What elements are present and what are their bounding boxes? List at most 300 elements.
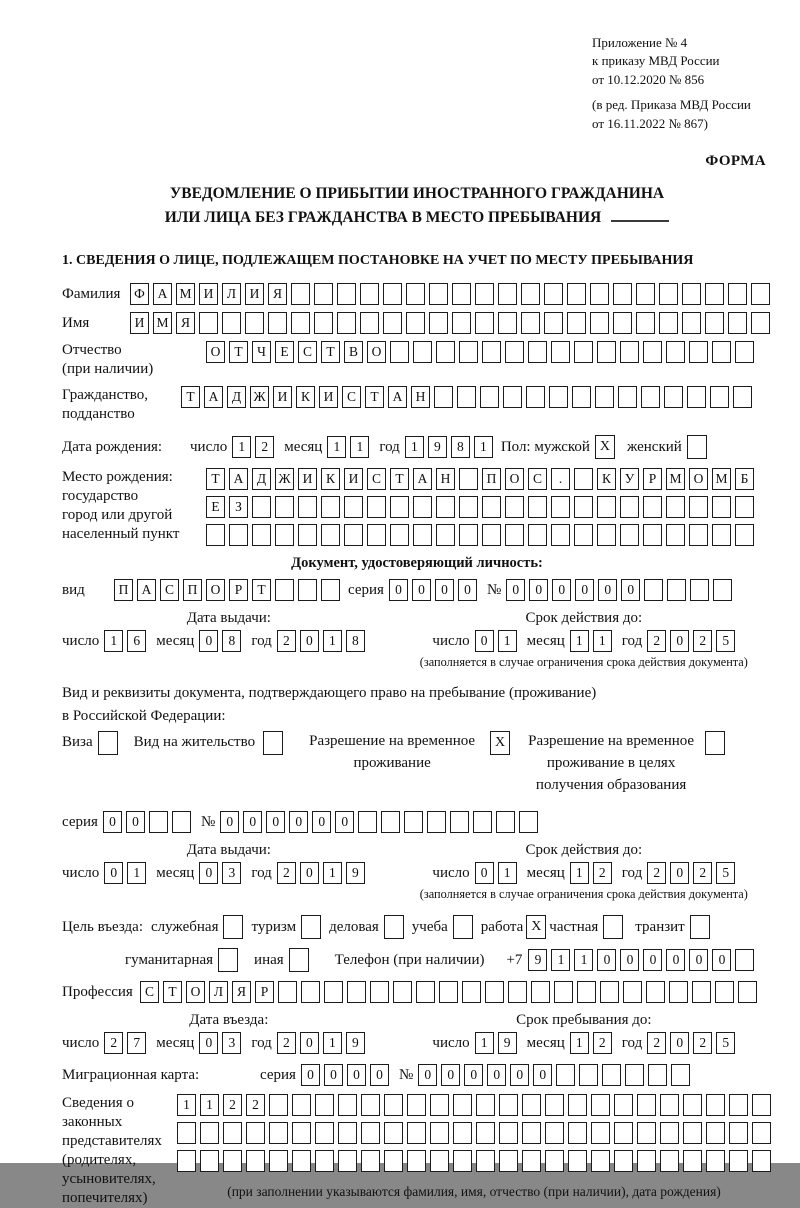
form-cell[interactable]: [574, 341, 593, 363]
form-cell[interactable]: .: [551, 468, 570, 490]
form-cell[interactable]: 0: [104, 862, 123, 884]
form-cell[interactable]: 0: [487, 1064, 506, 1086]
purpose-tourism-checkbox[interactable]: [301, 915, 321, 939]
form-cell[interactable]: [177, 1150, 196, 1172]
form-cell[interactable]: 0: [335, 811, 354, 833]
form-cell[interactable]: 0: [529, 579, 548, 601]
form-cell[interactable]: 2: [693, 1032, 712, 1054]
form-cell[interactable]: А: [229, 468, 248, 490]
form-cell[interactable]: 0: [347, 1064, 366, 1086]
form-cell[interactable]: [508, 981, 527, 1003]
form-cell[interactable]: [687, 386, 706, 408]
purpose-humanitarian-checkbox[interactable]: [218, 948, 238, 972]
form-cell[interactable]: Е: [275, 341, 294, 363]
form-cell[interactable]: [476, 1122, 495, 1144]
form-cell[interactable]: [689, 496, 708, 518]
form-cell[interactable]: [623, 981, 642, 1003]
form-cell[interactable]: 0: [506, 579, 525, 601]
form-cell[interactable]: [505, 496, 524, 518]
form-cell[interactable]: [666, 496, 685, 518]
form-cell[interactable]: [614, 1122, 633, 1144]
form-cell[interactable]: 2: [593, 1032, 612, 1054]
form-cell[interactable]: [521, 283, 540, 305]
form-cell[interactable]: Т: [321, 341, 340, 363]
form-cell[interactable]: [498, 283, 517, 305]
form-cell[interactable]: 2: [277, 1032, 296, 1054]
form-cell[interactable]: [706, 1150, 725, 1172]
form-cell[interactable]: [223, 1122, 242, 1144]
form-cell[interactable]: [315, 1122, 334, 1144]
form-cell[interactable]: 0: [597, 949, 616, 971]
form-cell[interactable]: Т: [365, 386, 384, 408]
form-cell[interactable]: М: [176, 283, 195, 305]
form-cell[interactable]: 2: [277, 862, 296, 884]
form-cell[interactable]: 0: [199, 862, 218, 884]
form-cell[interactable]: 5: [716, 1032, 735, 1054]
form-cell[interactable]: 2: [647, 630, 666, 652]
form-cell[interactable]: [751, 312, 770, 334]
form-cell[interactable]: [519, 811, 538, 833]
form-cell[interactable]: [551, 524, 570, 546]
form-cell[interactable]: К: [296, 386, 315, 408]
form-cell[interactable]: С: [342, 386, 361, 408]
form-cell[interactable]: 0: [689, 949, 708, 971]
form-cell[interactable]: [268, 312, 287, 334]
form-cell[interactable]: Т: [206, 468, 225, 490]
form-cell[interactable]: У: [620, 468, 639, 490]
form-cell[interactable]: [682, 312, 701, 334]
form-cell[interactable]: [664, 386, 683, 408]
form-cell[interactable]: [361, 1150, 380, 1172]
form-cell[interactable]: [637, 1122, 656, 1144]
form-cell[interactable]: [275, 579, 294, 601]
form-cell[interactable]: [556, 1064, 575, 1086]
form-cell[interactable]: [712, 341, 731, 363]
form-cell[interactable]: [600, 981, 619, 1003]
form-cell[interactable]: [690, 579, 709, 601]
form-cell[interactable]: [381, 811, 400, 833]
visa-checkbox[interactable]: [98, 731, 118, 755]
form-cell[interactable]: [314, 312, 333, 334]
form-cell[interactable]: [551, 496, 570, 518]
form-cell[interactable]: 0: [670, 862, 689, 884]
form-cell[interactable]: [390, 496, 409, 518]
form-cell[interactable]: [568, 1094, 587, 1116]
form-cell[interactable]: [574, 524, 593, 546]
form-cell[interactable]: 1: [323, 630, 342, 652]
form-cell[interactable]: [450, 811, 469, 833]
form-cell[interactable]: [526, 386, 545, 408]
form-cell[interactable]: С: [140, 981, 159, 1003]
form-cell[interactable]: 1: [570, 862, 589, 884]
form-cell[interactable]: 0: [475, 862, 494, 884]
form-cell[interactable]: 0: [670, 630, 689, 652]
form-cell[interactable]: 1: [232, 436, 251, 458]
form-cell[interactable]: [666, 341, 685, 363]
form-cell[interactable]: [459, 341, 478, 363]
form-cell[interactable]: 0: [324, 1064, 343, 1086]
form-cell[interactable]: Т: [229, 341, 248, 363]
form-cell[interactable]: 0: [301, 1064, 320, 1086]
form-cell[interactable]: [452, 283, 471, 305]
form-cell[interactable]: 2: [693, 630, 712, 652]
form-cell[interactable]: [496, 811, 515, 833]
form-cell[interactable]: А: [204, 386, 223, 408]
form-cell[interactable]: Р: [255, 981, 274, 1003]
form-cell[interactable]: [482, 524, 501, 546]
form-cell[interactable]: 0: [670, 1032, 689, 1054]
form-cell[interactable]: Р: [643, 468, 662, 490]
form-cell[interactable]: [301, 981, 320, 1003]
form-cell[interactable]: [206, 524, 225, 546]
form-cell[interactable]: [245, 312, 264, 334]
form-cell[interactable]: 0: [510, 1064, 529, 1086]
form-cell[interactable]: [667, 579, 686, 601]
form-cell[interactable]: 1: [323, 1032, 342, 1054]
form-cell[interactable]: П: [114, 579, 133, 601]
form-cell[interactable]: 0: [266, 811, 285, 833]
form-cell[interactable]: [683, 1094, 702, 1116]
form-cell[interactable]: [710, 386, 729, 408]
form-cell[interactable]: 6: [127, 630, 146, 652]
form-cell[interactable]: [453, 1122, 472, 1144]
form-cell[interactable]: 3: [222, 862, 241, 884]
form-cell[interactable]: 0: [441, 1064, 460, 1086]
form-cell[interactable]: [499, 1094, 518, 1116]
form-cell[interactable]: О: [206, 579, 225, 601]
form-cell[interactable]: 0: [435, 579, 454, 601]
form-cell[interactable]: [729, 1094, 748, 1116]
form-cell[interactable]: [338, 1150, 357, 1172]
form-cell[interactable]: 0: [126, 811, 145, 833]
form-cell[interactable]: [567, 312, 586, 334]
form-cell[interactable]: [659, 312, 678, 334]
form-cell[interactable]: 1: [593, 630, 612, 652]
form-cell[interactable]: 0: [598, 579, 617, 601]
form-cell[interactable]: [544, 312, 563, 334]
form-cell[interactable]: [252, 496, 271, 518]
form-cell[interactable]: 0: [370, 1064, 389, 1086]
form-cell[interactable]: [416, 981, 435, 1003]
form-cell[interactable]: [413, 524, 432, 546]
form-cell[interactable]: [521, 312, 540, 334]
form-cell[interactable]: 9: [428, 436, 447, 458]
form-cell[interactable]: 1: [498, 630, 517, 652]
form-cell[interactable]: [358, 811, 377, 833]
form-cell[interactable]: 1: [327, 436, 346, 458]
form-cell[interactable]: [393, 981, 412, 1003]
form-cell[interactable]: [503, 386, 522, 408]
form-cell[interactable]: [613, 312, 632, 334]
form-cell[interactable]: 0: [389, 579, 408, 601]
temp-residence-checkbox[interactable]: X: [490, 731, 510, 755]
form-cell[interactable]: [459, 496, 478, 518]
form-cell[interactable]: А: [153, 283, 172, 305]
form-cell[interactable]: 1: [350, 436, 369, 458]
form-cell[interactable]: [475, 283, 494, 305]
form-cell[interactable]: [614, 1150, 633, 1172]
form-cell[interactable]: 1: [405, 436, 424, 458]
form-cell[interactable]: Ж: [250, 386, 269, 408]
form-cell[interactable]: [738, 981, 757, 1003]
form-cell[interactable]: 0: [575, 579, 594, 601]
form-cell[interactable]: [597, 496, 616, 518]
form-cell[interactable]: [620, 341, 639, 363]
form-cell[interactable]: М: [153, 312, 172, 334]
form-cell[interactable]: 8: [451, 436, 470, 458]
form-cell[interactable]: [427, 811, 446, 833]
form-cell[interactable]: [439, 981, 458, 1003]
form-cell[interactable]: С: [528, 468, 547, 490]
form-cell[interactable]: И: [344, 468, 363, 490]
form-cell[interactable]: 2: [223, 1094, 242, 1116]
purpose-business-checkbox[interactable]: [384, 915, 404, 939]
form-cell[interactable]: 5: [716, 862, 735, 884]
form-cell[interactable]: В: [344, 341, 363, 363]
purpose-work-checkbox[interactable]: X: [526, 915, 546, 939]
form-cell[interactable]: [522, 1122, 541, 1144]
form-cell[interactable]: 0: [220, 811, 239, 833]
form-cell[interactable]: [177, 1122, 196, 1144]
form-cell[interactable]: [430, 1094, 449, 1116]
form-cell[interactable]: 0: [464, 1064, 483, 1086]
form-cell[interactable]: Я: [232, 981, 251, 1003]
form-cell[interactable]: [689, 341, 708, 363]
form-cell[interactable]: 1: [177, 1094, 196, 1116]
form-cell[interactable]: [712, 524, 731, 546]
form-cell[interactable]: [641, 386, 660, 408]
form-cell[interactable]: [692, 981, 711, 1003]
form-cell[interactable]: [660, 1150, 679, 1172]
form-cell[interactable]: [752, 1122, 771, 1144]
form-cell[interactable]: [544, 283, 563, 305]
form-cell[interactable]: 0: [300, 862, 319, 884]
form-cell[interactable]: 1: [551, 949, 570, 971]
form-cell[interactable]: 2: [277, 630, 296, 652]
form-cell[interactable]: [683, 1150, 702, 1172]
form-cell[interactable]: [480, 386, 499, 408]
form-cell[interactable]: 9: [346, 862, 365, 884]
form-cell[interactable]: [476, 1150, 495, 1172]
form-cell[interactable]: 0: [552, 579, 571, 601]
form-cell[interactable]: [347, 981, 366, 1003]
form-cell[interactable]: [706, 1122, 725, 1144]
form-cell[interactable]: [429, 312, 448, 334]
form-cell[interactable]: 2: [647, 862, 666, 884]
purpose-private-checkbox[interactable]: [603, 915, 623, 939]
form-cell[interactable]: 2: [593, 862, 612, 884]
form-cell[interactable]: А: [413, 468, 432, 490]
form-cell[interactable]: [314, 283, 333, 305]
form-cell[interactable]: [646, 981, 665, 1003]
form-cell[interactable]: [577, 981, 596, 1003]
form-cell[interactable]: [545, 1122, 564, 1144]
form-cell[interactable]: Ч: [252, 341, 271, 363]
form-cell[interactable]: [459, 524, 478, 546]
form-cell[interactable]: [361, 1094, 380, 1116]
form-cell[interactable]: [361, 1122, 380, 1144]
form-cell[interactable]: К: [597, 468, 616, 490]
form-cell[interactable]: 9: [346, 1032, 365, 1054]
form-cell[interactable]: О: [186, 981, 205, 1003]
form-cell[interactable]: [367, 496, 386, 518]
form-cell[interactable]: Л: [209, 981, 228, 1003]
form-cell[interactable]: [602, 1064, 621, 1086]
form-cell[interactable]: [660, 1094, 679, 1116]
form-cell[interactable]: 2: [255, 436, 274, 458]
form-cell[interactable]: Я: [176, 312, 195, 334]
form-cell[interactable]: [344, 524, 363, 546]
form-cell[interactable]: [728, 312, 747, 334]
form-cell[interactable]: [579, 1064, 598, 1086]
purpose-study-checkbox[interactable]: [453, 915, 473, 939]
form-cell[interactable]: 0: [412, 579, 431, 601]
temp-residence-edu-checkbox[interactable]: [705, 731, 725, 755]
form-cell[interactable]: 7: [127, 1032, 146, 1054]
form-cell[interactable]: [643, 496, 662, 518]
form-cell[interactable]: [337, 312, 356, 334]
form-cell[interactable]: [337, 283, 356, 305]
form-cell[interactable]: [528, 341, 547, 363]
form-cell[interactable]: [384, 1094, 403, 1116]
form-cell[interactable]: 1: [127, 862, 146, 884]
form-cell[interactable]: [452, 312, 471, 334]
form-cell[interactable]: [659, 283, 678, 305]
form-cell[interactable]: [200, 1150, 219, 1172]
form-cell[interactable]: [291, 283, 310, 305]
form-cell[interactable]: О: [505, 468, 524, 490]
form-cell[interactable]: 9: [528, 949, 547, 971]
form-cell[interactable]: 3: [222, 1032, 241, 1054]
form-cell[interactable]: И: [298, 468, 317, 490]
form-cell[interactable]: 1: [475, 1032, 494, 1054]
form-cell[interactable]: [462, 981, 481, 1003]
sex-female-checkbox[interactable]: [687, 435, 707, 459]
form-cell[interactable]: [590, 312, 609, 334]
form-cell[interactable]: Л: [222, 283, 241, 305]
form-cell[interactable]: С: [367, 468, 386, 490]
form-cell[interactable]: [200, 1122, 219, 1144]
form-cell[interactable]: Ф: [130, 283, 149, 305]
form-cell[interactable]: З: [229, 496, 248, 518]
form-cell[interactable]: [574, 468, 593, 490]
form-cell[interactable]: О: [206, 341, 225, 363]
form-cell[interactable]: Т: [390, 468, 409, 490]
form-cell[interactable]: [712, 496, 731, 518]
form-cell[interactable]: [413, 496, 432, 518]
form-cell[interactable]: Я: [268, 283, 287, 305]
sex-male-checkbox[interactable]: X: [595, 435, 615, 459]
form-cell[interactable]: [528, 496, 547, 518]
form-cell[interactable]: [485, 981, 504, 1003]
form-cell[interactable]: [252, 524, 271, 546]
form-cell[interactable]: [406, 312, 425, 334]
form-cell[interactable]: [567, 283, 586, 305]
form-cell[interactable]: Т: [163, 981, 182, 1003]
form-cell[interactable]: 2: [104, 1032, 123, 1054]
form-cell[interactable]: Н: [436, 468, 455, 490]
form-cell[interactable]: [149, 811, 168, 833]
form-cell[interactable]: [614, 1094, 633, 1116]
form-cell[interactable]: [728, 283, 747, 305]
form-cell[interactable]: 8: [346, 630, 365, 652]
form-cell[interactable]: [735, 496, 754, 518]
form-cell[interactable]: [434, 386, 453, 408]
form-cell[interactable]: [275, 524, 294, 546]
form-cell[interactable]: 1: [570, 630, 589, 652]
form-cell[interactable]: [591, 1122, 610, 1144]
form-cell[interactable]: 1: [323, 862, 342, 884]
form-cell[interactable]: 1: [200, 1094, 219, 1116]
form-cell[interactable]: [321, 579, 340, 601]
form-cell[interactable]: 0: [312, 811, 331, 833]
form-cell[interactable]: [499, 1150, 518, 1172]
form-cell[interactable]: [476, 1094, 495, 1116]
form-cell[interactable]: [321, 524, 340, 546]
purpose-official-checkbox[interactable]: [223, 915, 243, 939]
form-cell[interactable]: И: [130, 312, 149, 334]
form-cell[interactable]: [590, 283, 609, 305]
form-cell[interactable]: Н: [411, 386, 430, 408]
form-cell[interactable]: [315, 1094, 334, 1116]
form-cell[interactable]: [292, 1150, 311, 1172]
form-cell[interactable]: [436, 341, 455, 363]
form-cell[interactable]: [644, 579, 663, 601]
form-cell[interactable]: [292, 1094, 311, 1116]
form-cell[interactable]: [298, 524, 317, 546]
form-cell[interactable]: 0: [620, 949, 639, 971]
form-cell[interactable]: [729, 1150, 748, 1172]
form-cell[interactable]: И: [199, 283, 218, 305]
form-cell[interactable]: 0: [712, 949, 731, 971]
form-cell[interactable]: [482, 341, 501, 363]
form-cell[interactable]: [705, 283, 724, 305]
form-cell[interactable]: [671, 1064, 690, 1086]
form-cell[interactable]: [459, 468, 478, 490]
form-cell[interactable]: 0: [243, 811, 262, 833]
form-cell[interactable]: [222, 312, 241, 334]
form-cell[interactable]: Р: [229, 579, 248, 601]
form-cell[interactable]: [453, 1094, 472, 1116]
form-cell[interactable]: [229, 524, 248, 546]
form-cell[interactable]: [360, 312, 379, 334]
form-cell[interactable]: 0: [300, 630, 319, 652]
form-cell[interactable]: [643, 341, 662, 363]
form-cell[interactable]: [554, 981, 573, 1003]
form-cell[interactable]: 0: [199, 1032, 218, 1054]
form-cell[interactable]: А: [388, 386, 407, 408]
form-cell[interactable]: И: [319, 386, 338, 408]
purpose-transit-checkbox[interactable]: [690, 915, 710, 939]
form-cell[interactable]: [383, 283, 402, 305]
form-cell[interactable]: [367, 524, 386, 546]
form-cell[interactable]: 0: [300, 1032, 319, 1054]
form-cell[interactable]: 9: [498, 1032, 517, 1054]
form-cell[interactable]: [522, 1094, 541, 1116]
form-cell[interactable]: О: [367, 341, 386, 363]
form-cell[interactable]: 2: [647, 1032, 666, 1054]
form-cell[interactable]: [660, 1122, 679, 1144]
form-cell[interactable]: [321, 496, 340, 518]
form-cell[interactable]: [625, 1064, 644, 1086]
form-cell[interactable]: [172, 811, 191, 833]
form-cell[interactable]: [246, 1150, 265, 1172]
form-cell[interactable]: [591, 1150, 610, 1172]
form-cell[interactable]: 1: [498, 862, 517, 884]
form-cell[interactable]: [430, 1150, 449, 1172]
form-cell[interactable]: 1: [570, 1032, 589, 1054]
form-cell[interactable]: [344, 496, 363, 518]
